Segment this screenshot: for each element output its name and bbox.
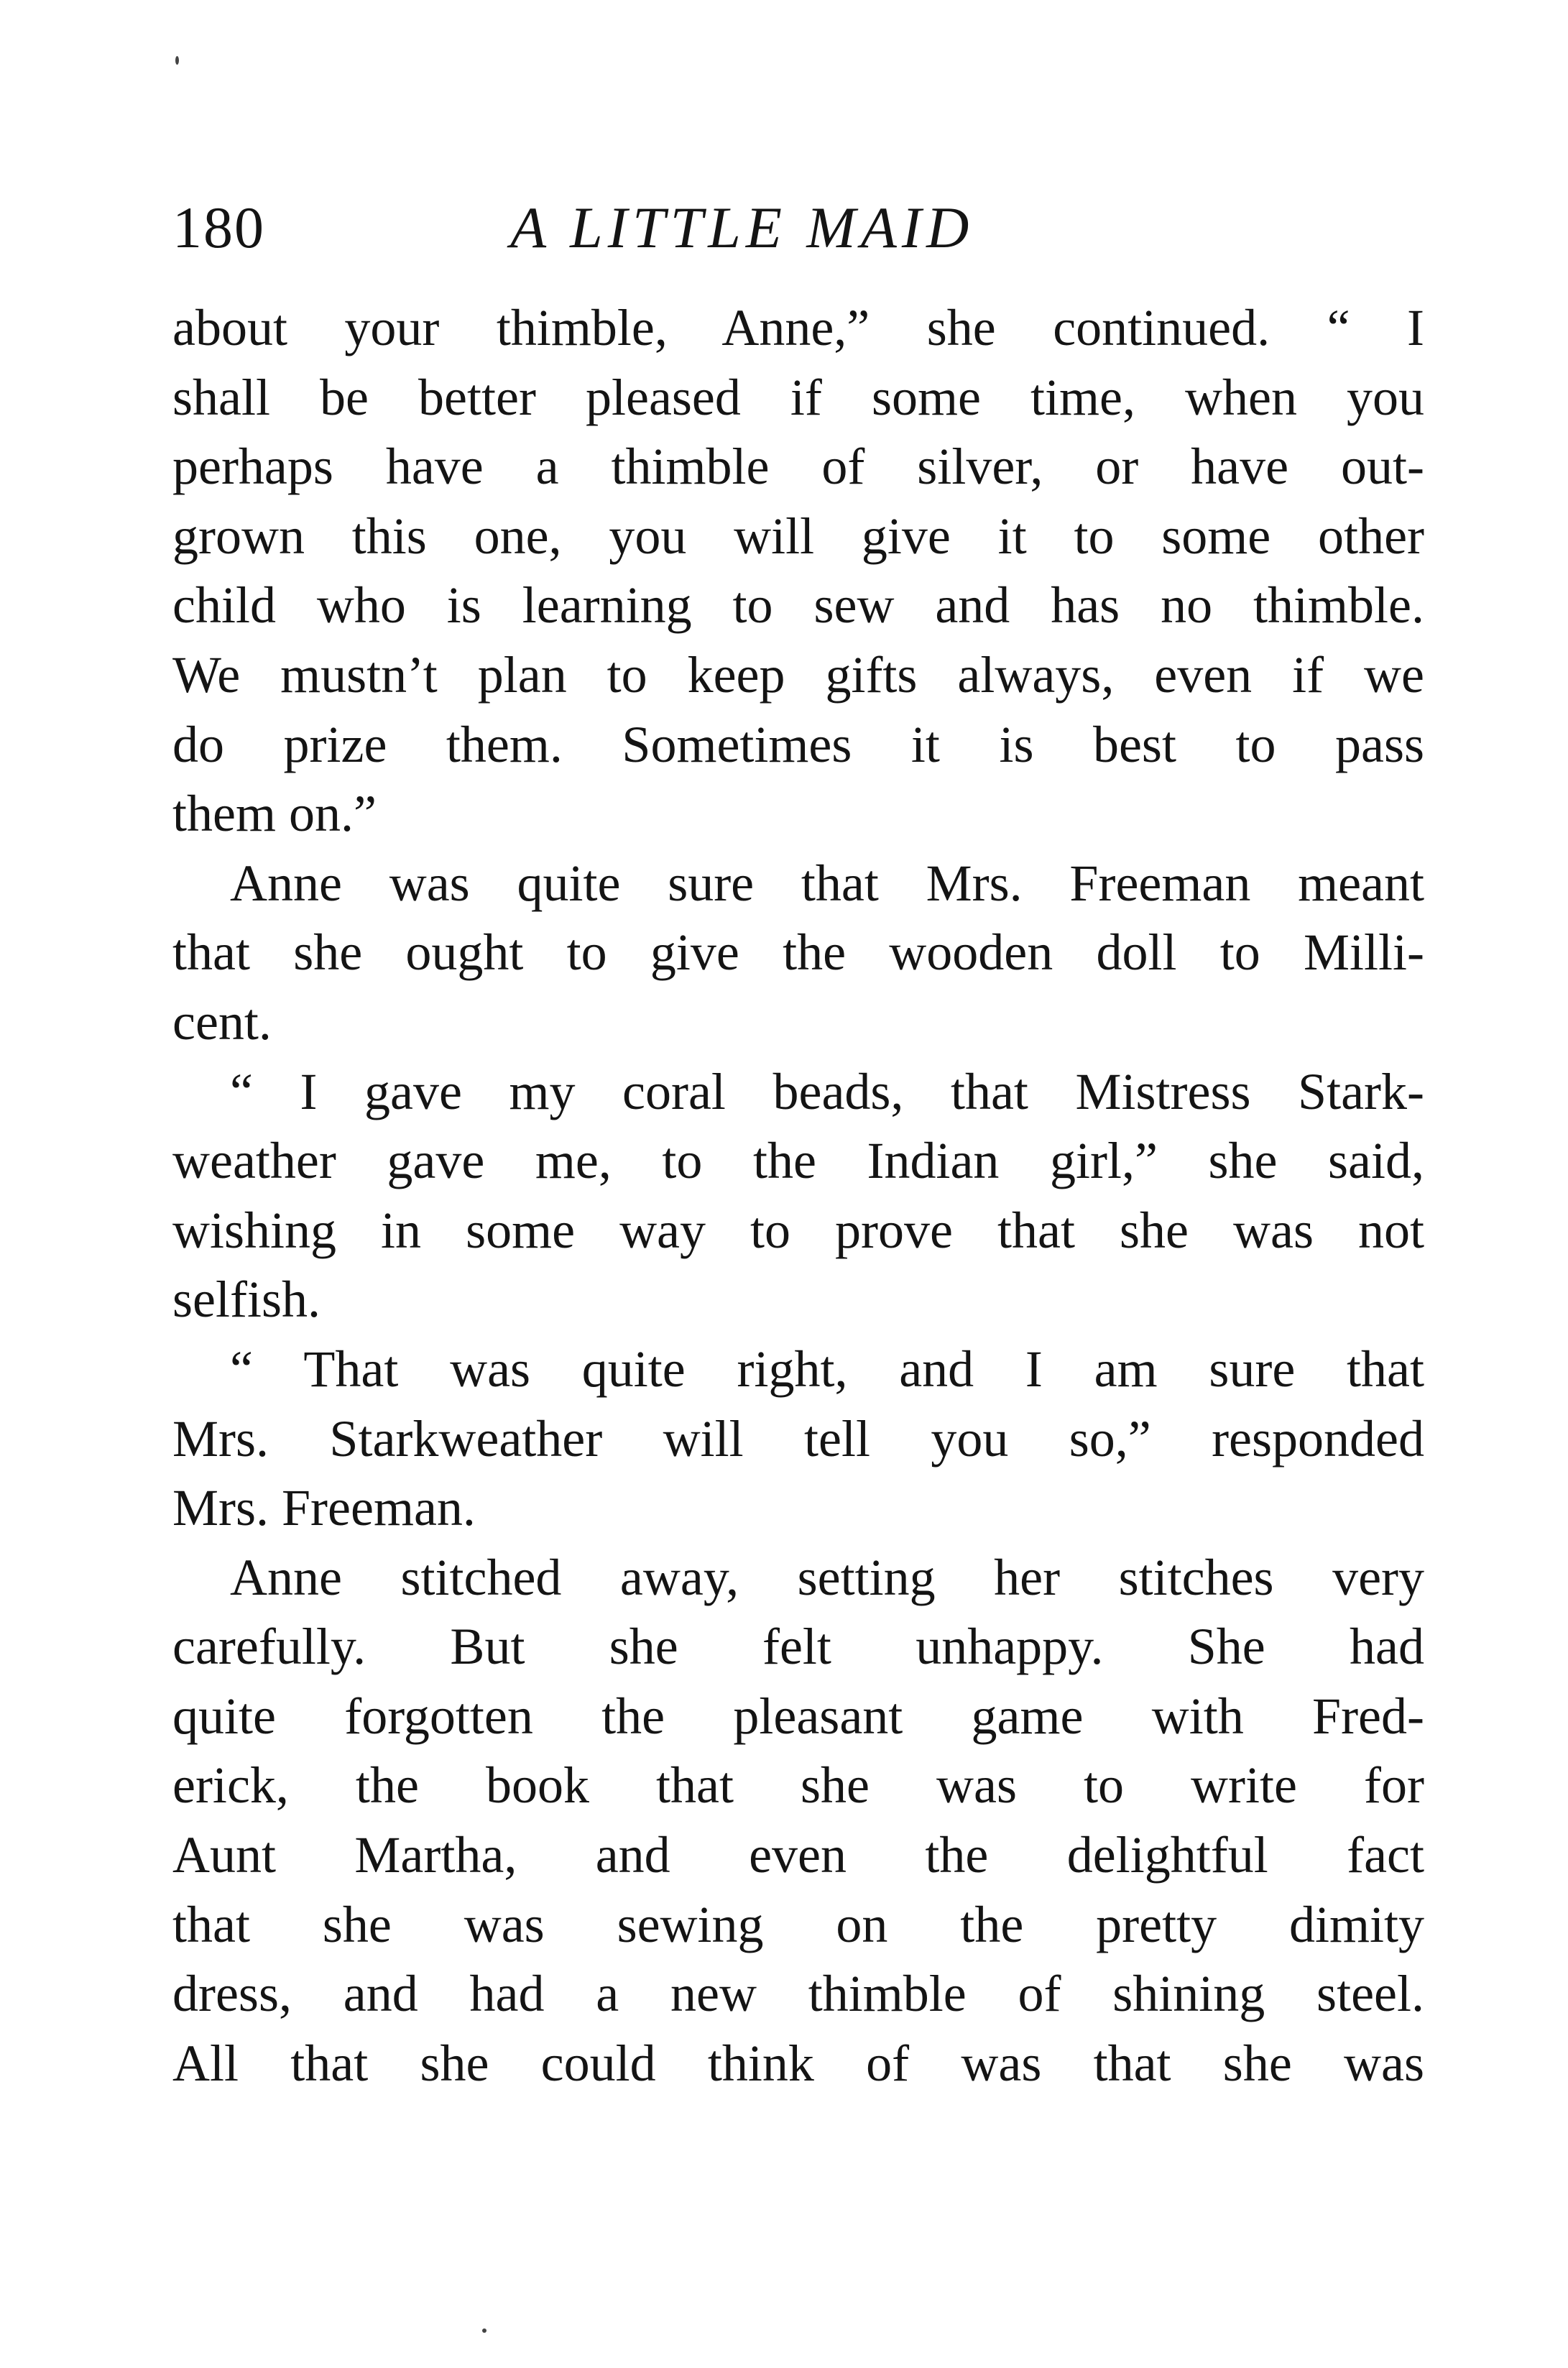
text-line: that she ought to give the wooden doll to Milli- — [172, 923, 1424, 982]
text-line: Anne stitched away, setting her stitches very — [230, 1548, 1424, 1606]
text-line: them on.” — [172, 785, 377, 843]
text-line: carefully. But she felt unhappy. She had — [172, 1618, 1424, 1676]
text-line: “ I gave my coral beads, that Mistress Stark- — [230, 1062, 1424, 1120]
page-number: 180 — [172, 195, 265, 260]
text-line: child who is learning to sew and has no thimble. — [172, 576, 1424, 635]
text-line: cent. — [172, 992, 272, 1051]
text-line: Anne was quite sure that Mrs. Freeman meant — [230, 854, 1424, 912]
text-line: dress, and had a new thimble of shining steel. — [172, 1965, 1424, 2023]
text-line: Aunt Martha, and even the delightful fact — [172, 1826, 1424, 1884]
text-line: do prize them. Sometimes it is best to pass — [172, 715, 1424, 773]
text-line: Mrs. Freeman. — [172, 1479, 476, 1537]
text-line: “ That was quite right, and I am sure that — [230, 1340, 1424, 1398]
ink-speck — [482, 2328, 486, 2333]
text-line: that she was sewing on the pretty dimity — [172, 1895, 1424, 1953]
text-line: erick, the book that she was to write for — [172, 1756, 1424, 1815]
running-title: A LITTLE MAID — [510, 195, 974, 260]
text-line: grown this one, you will give it to some other — [172, 507, 1424, 565]
text-line: Mrs. Starkweather will tell you so,” responded — [172, 1409, 1424, 1468]
ink-speck — [175, 56, 179, 65]
text-line: We mustn’t plan to keep gifts always, even if we — [172, 645, 1424, 704]
text-line: weather gave me, to the Indian girl,” she said, — [172, 1132, 1424, 1190]
text-line: wishing in some way to prove that she was not — [172, 1201, 1424, 1259]
text-line: shall be better pleased if some time, when you — [172, 368, 1424, 426]
body-text — [172, 293, 1424, 2098]
text-line: quite forgotten the pleasant game with Fred- — [172, 1687, 1424, 1745]
text-line: selfish. — [172, 1271, 320, 1329]
page-header — [172, 188, 1423, 267]
text-line: perhaps have a thimble of silver, or have out- — [172, 438, 1424, 496]
text-line: about your thimble, Anne,” she continued. “ I — [172, 299, 1424, 356]
text-line: All that she could think of was that she was — [172, 2034, 1424, 2092]
